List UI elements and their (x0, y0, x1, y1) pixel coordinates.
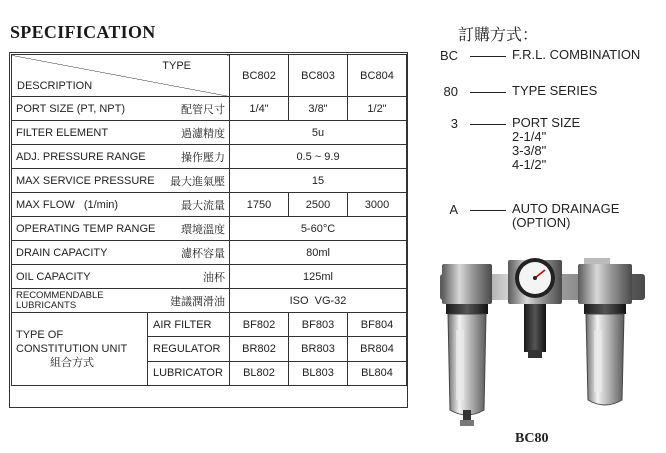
order-text: F.R.L. COMBINATION (512, 47, 641, 62)
row-label-zh: 環境溫度 (181, 223, 225, 236)
spec-row-lubricants (12, 289, 407, 313)
row-label-zh: 操作壓力 (181, 151, 225, 164)
air-filter (442, 264, 492, 426)
unit-value: BF803 (289, 313, 348, 337)
row-label-en: OIL CAPACITY (16, 270, 91, 283)
row-label-zh: 油杯 (203, 271, 225, 284)
order-code: A (449, 202, 458, 217)
row-label-zh: 過濾精度 (181, 127, 225, 140)
order-text: PORT SIZE 2-1/4" 3-3/8" 4-1/2" (512, 115, 581, 172)
regulator (508, 258, 562, 358)
order-code: 80 (443, 84, 458, 99)
row-label-en: ADJ. PRESSURE RANGE (16, 150, 146, 163)
unit-regulator: REGULATOR (148, 337, 229, 361)
row-label-zh: 濾杯容量 (181, 247, 225, 260)
unit-value: BF802 (230, 313, 289, 337)
order-leader-line (470, 124, 506, 125)
order-code: BC (439, 48, 458, 63)
order-code: 3 (450, 116, 458, 131)
spec-row-pressure-range (12, 145, 407, 169)
row-value: 125ml (230, 265, 407, 289)
row-label-en: OPERATING TEMP RANGE (16, 222, 156, 235)
constitution-label: TYPE OF CONSTITUTION UNIT 組合方式 (16, 329, 128, 369)
row-label-zh: 配管尺寸 (181, 103, 225, 116)
unit-air-filter: AIR FILTER (148, 313, 229, 337)
row-label-en: FILTER ELEMENT (16, 126, 109, 139)
row-label-en: MAX FLOW (1/min) (16, 198, 119, 211)
model-header: BC803 (289, 55, 348, 97)
row-label-zh: 最大進氣壓 (170, 175, 225, 188)
row-value: 1/2" (348, 97, 407, 121)
unit-value: BL803 (289, 361, 348, 385)
row-label-en: DRAIN CAPACITY (16, 246, 108, 259)
spec-row-drain-capacity (12, 241, 407, 265)
model-label: BC80 (515, 431, 549, 446)
spec-header-row (12, 55, 407, 97)
spec-row-port-size (12, 97, 407, 121)
row-value: 2500 (289, 193, 348, 217)
spec-row-filter-element (12, 121, 407, 145)
header-diagonal-cell (12, 55, 230, 97)
order-text: AUTO DRAINAGE (OPTION) (512, 201, 620, 230)
row-label-en: MAX SERVICE PRESSURE (16, 174, 155, 187)
unit-value: BR802 (230, 337, 289, 361)
order-leader-line (470, 56, 506, 57)
unit-value: BL804 (348, 361, 407, 385)
unit-value: BF804 (348, 313, 407, 337)
row-value: 5-60°C (230, 217, 407, 241)
row-value: 5u (230, 121, 407, 145)
row-label-en: RECOMMENDABLE LUBRICANTS (16, 289, 104, 311)
row-label-zh: 最大流量 (181, 199, 225, 212)
row-value: 15 (230, 169, 407, 193)
row-value: 0.5 ~ 9.9 (230, 145, 407, 169)
header-type-label: TYPE (162, 60, 191, 72)
lubricator (578, 258, 632, 405)
row-value: 1750 (230, 193, 289, 217)
frl-unit-image (436, 250, 651, 430)
row-label-zh: 建議潤滑油 (170, 295, 225, 308)
order-text: TYPE SERIES (512, 83, 598, 98)
spec-row-temp-range (12, 217, 407, 241)
model-header: BC802 (230, 55, 289, 97)
row-value: 80ml (230, 241, 407, 265)
unit-value: BR803 (289, 337, 348, 361)
row-value: 3/8" (289, 97, 348, 121)
order-leader-line (470, 210, 506, 211)
unit-value: BR804 (348, 337, 407, 361)
constitution-row (12, 313, 407, 337)
order-title: 訂購方式： (458, 27, 539, 44)
row-value: 3000 (348, 193, 407, 217)
header-desc-label: DESCRIPTION (17, 80, 93, 92)
spec-row-max-pressure (12, 169, 407, 193)
unit-lubricator: LUBRICATOR (153, 367, 223, 380)
row-value: ISO VG-32 (230, 289, 407, 313)
spec-row-oil-capacity (12, 265, 407, 289)
row-label-en: PORT SIZE (PT, NPT) (16, 102, 125, 115)
spec-table (11, 54, 407, 386)
unit-value: BL802 (230, 361, 289, 385)
spec-title: SPECIFICATION (10, 22, 156, 42)
model-header: BC804 (348, 55, 407, 97)
row-value: 1/4" (230, 97, 289, 121)
constitution-label-cell (12, 313, 230, 386)
order-leader-line (470, 92, 506, 93)
spec-row-max-flow (12, 193, 407, 217)
